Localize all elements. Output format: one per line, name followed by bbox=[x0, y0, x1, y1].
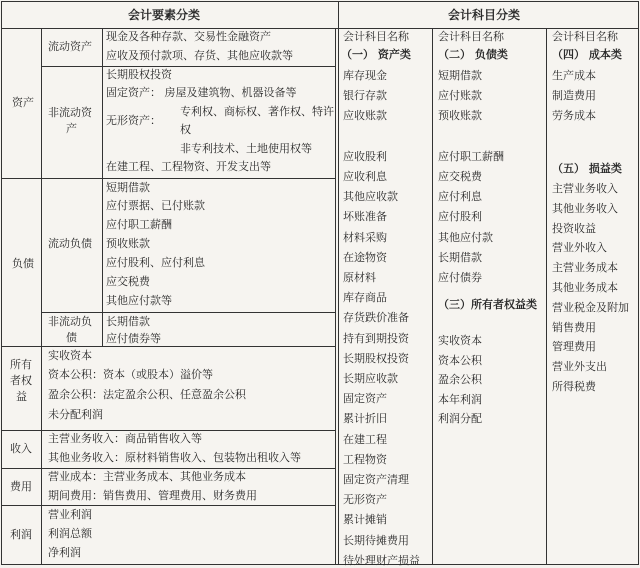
liability-subject-item: 其他应付款 bbox=[438, 230, 493, 244]
profit-loss-subject-item: 营业税金及附加 bbox=[552, 300, 629, 314]
asset-class-heading: （一） 资产类 bbox=[341, 48, 411, 61]
asset-subject-item: 应收账款 bbox=[343, 109, 387, 123]
asset-subject-item: 坏账准备 bbox=[343, 210, 387, 224]
main-column-divider bbox=[338, 2, 339, 564]
subject-col-divider-2 bbox=[546, 28, 547, 564]
equity-item: 实收资本 bbox=[48, 349, 92, 362]
noncurrent-item: 固定资产： 房屋及建筑物、机器设备等 bbox=[106, 86, 297, 99]
right-header: 会计科目分类 bbox=[448, 8, 521, 22]
equity-label-3: 益 bbox=[16, 390, 27, 403]
row-line bbox=[2, 178, 336, 179]
profit-loss-subject-item: 营业外收入 bbox=[552, 241, 607, 255]
revenue-label: 收入 bbox=[10, 442, 32, 455]
liability-item: 应付债券等 bbox=[106, 332, 161, 345]
liability-subject-item: 应交税费 bbox=[438, 170, 482, 183]
profit-loss-subject-item: 其他业务成本 bbox=[552, 281, 618, 294]
expense-item: 期间费用：销售费用、管理费用、财务费用 bbox=[48, 489, 257, 502]
profit-loss-subject-item: 投资收益 bbox=[552, 221, 596, 235]
category-col-divider bbox=[41, 28, 42, 346]
cost-class-heading: （四） 成本类 bbox=[552, 48, 622, 61]
profit-loss-class-heading: （五） 损益类 bbox=[552, 162, 622, 175]
asset-subject-item: 在建工程 bbox=[343, 432, 387, 446]
noncurrent-item: 在建工程、工程物资、开发支出等 bbox=[106, 160, 271, 173]
liabilities-label: 负债 bbox=[12, 257, 34, 270]
asset-subject-item: 固定资产 bbox=[343, 392, 387, 406]
asset-subject-item: 长期应收款 bbox=[343, 372, 398, 385]
liability-item: 应交税费 bbox=[106, 275, 150, 288]
asset-subject-item: 累计摊销 bbox=[343, 513, 387, 527]
header-divider bbox=[2, 28, 638, 29]
main-column-divider-inner bbox=[335, 28, 336, 564]
profit-label: 利润 bbox=[10, 528, 32, 541]
current-assets-item: 现金及各种存款、交易性金融资产 bbox=[106, 30, 271, 43]
profit-loss-subject-item: 营业外支出 bbox=[552, 360, 607, 374]
liability-item: 长期借款 bbox=[106, 315, 150, 328]
asset-subject-item: 原材料 bbox=[343, 271, 376, 284]
equity-label: 所有 bbox=[10, 358, 32, 371]
asset-subject-item: 银行存款 bbox=[343, 89, 387, 103]
noncurrent-item: 长期股权投资 bbox=[106, 68, 172, 81]
noncurrent-liabilities-label-2: 债 bbox=[66, 331, 77, 344]
asset-subject-item: 库存商品 bbox=[343, 291, 387, 305]
asset-subject-item: 待处理财产损益 bbox=[343, 553, 420, 567]
liability-subject-item: 短期借款 bbox=[438, 69, 482, 82]
equity-subject-item: 本年利润 bbox=[438, 392, 482, 406]
assets-label: 资产 bbox=[12, 96, 34, 109]
row-line bbox=[2, 505, 336, 506]
asset-subject-item: 累计折旧 bbox=[343, 412, 387, 426]
profit-loss-subject-item: 主营业务收入 bbox=[552, 182, 618, 195]
row-line bbox=[42, 312, 336, 313]
liability-subject-item: 长期借款 bbox=[438, 250, 482, 264]
noncurrent-assets-label: 非流动资 bbox=[48, 106, 92, 119]
col3-title: 会计科目名称 bbox=[552, 30, 618, 43]
asset-subject-item: 无形资产 bbox=[343, 493, 387, 507]
subject-col-divider-1 bbox=[432, 28, 433, 564]
profit-item: 利润总额 bbox=[48, 527, 92, 540]
equity-subject-item: 盈余公积 bbox=[438, 373, 482, 386]
asset-subject-item: 持有到期投资 bbox=[343, 331, 409, 345]
equity-class-heading: （三）所有者权益类 bbox=[438, 298, 537, 311]
cost-subject-item: 制造费用 bbox=[552, 89, 596, 103]
left-header: 会计要素分类 bbox=[128, 8, 201, 22]
liability-class-heading: （二） 负债类 bbox=[438, 48, 508, 61]
row-line bbox=[2, 430, 336, 431]
profit-loss-subject-item: 其他业务收入 bbox=[552, 201, 618, 215]
profit-item: 净利润 bbox=[48, 546, 81, 559]
noncurrent-liabilities-label: 非流动负 bbox=[48, 315, 92, 328]
equity-item: 资本公积：资本（或股本）溢价等 bbox=[48, 368, 213, 381]
liability-item: 短期借款 bbox=[106, 181, 150, 194]
equity-item: 未分配利润 bbox=[48, 408, 103, 421]
noncurrent-assets-label-2: 产 bbox=[66, 122, 77, 135]
category-col-divider-lower bbox=[41, 347, 42, 564]
row-line bbox=[42, 66, 336, 67]
profit-loss-subject-item: 主营业务成本 bbox=[552, 261, 618, 275]
current-assets-label: 流动资产 bbox=[48, 40, 92, 53]
noncurrent-item: 非专利技术、土地使用权等 bbox=[180, 142, 312, 155]
col2-title: 会计科目名称 bbox=[438, 30, 504, 43]
subcategory-col-divider bbox=[102, 28, 103, 346]
liability-subject-item: 应付利息 bbox=[438, 190, 482, 204]
liability-subject-item: 预收账款 bbox=[438, 109, 482, 123]
liability-subject-item: 应付职工薪酬 bbox=[438, 149, 504, 163]
liability-item: 应付股利、应付利息 bbox=[106, 256, 205, 269]
profit-item: 营业利润 bbox=[48, 508, 92, 521]
liability-subject-item: 应付债券 bbox=[438, 271, 482, 284]
revenue-item: 主营业务收入：商品销售收入等 bbox=[48, 432, 202, 445]
liability-subject-item: 应付股利 bbox=[438, 210, 482, 224]
row-line bbox=[2, 468, 336, 469]
equity-item: 盈余公积：法定盈余公积、任意盈余公积 bbox=[48, 388, 246, 401]
asset-subject-item: 其他应收款 bbox=[343, 190, 398, 204]
row-line bbox=[2, 346, 336, 347]
equity-subject-item: 实收资本 bbox=[438, 334, 482, 347]
asset-subject-item: 固定资产清理 bbox=[343, 473, 409, 486]
liability-subject-item: 应付账款 bbox=[438, 89, 482, 103]
profit-loss-subject-item: 管理费用 bbox=[552, 340, 596, 354]
asset-subject-item: 应收股利 bbox=[343, 149, 387, 163]
asset-subject-item: 在途物资 bbox=[343, 250, 387, 264]
cost-subject-item: 生产成本 bbox=[552, 69, 596, 82]
noncurrent-item: 专利权、商标权、著作权、特许 bbox=[180, 105, 334, 118]
accounting-classification-table bbox=[1, 1, 639, 565]
asset-subject-item: 应收利息 bbox=[343, 170, 387, 183]
revenue-item: 其他业务收入：原材料销售收入、包装物出租收入等 bbox=[48, 451, 301, 464]
liability-item: 应付票据、已付账款 bbox=[106, 199, 205, 212]
liability-item: 其他应付款等 bbox=[106, 294, 172, 307]
asset-subject-item: 存货跌价准备 bbox=[343, 311, 409, 325]
asset-subject-item: 长期待摊费用 bbox=[343, 533, 409, 547]
expense-item: 营业成本：主营业务成本、其他业务成本 bbox=[48, 470, 246, 483]
current-liabilities-label: 流动负债 bbox=[48, 237, 92, 250]
asset-subject-item: 长期股权投资 bbox=[343, 351, 409, 365]
cost-subject-item: 劳务成本 bbox=[552, 109, 596, 123]
equity-label-2: 者权 bbox=[10, 374, 32, 387]
asset-subject-item: 工程物资 bbox=[343, 452, 387, 466]
noncurrent-item: 权 bbox=[180, 123, 191, 136]
liability-item: 应付职工薪酬 bbox=[106, 218, 172, 231]
profit-loss-subject-item: 销售费用 bbox=[552, 320, 596, 334]
profit-loss-subject-item: 所得税费 bbox=[552, 380, 596, 393]
equity-subject-item: 利润分配 bbox=[438, 412, 482, 425]
col1-title: 会计科目名称 bbox=[343, 30, 409, 43]
asset-subject-item: 材料采购 bbox=[343, 230, 387, 244]
asset-subject-item: 库存现金 bbox=[343, 69, 387, 82]
intangible-label: 无形资产： bbox=[106, 114, 161, 127]
current-assets-item: 应收及预付款项、存货、其他应收款等 bbox=[106, 49, 293, 62]
expenses-label: 费用 bbox=[10, 480, 32, 493]
liability-item: 预收账款 bbox=[106, 237, 150, 250]
equity-subject-item: 资本公积 bbox=[438, 353, 482, 367]
